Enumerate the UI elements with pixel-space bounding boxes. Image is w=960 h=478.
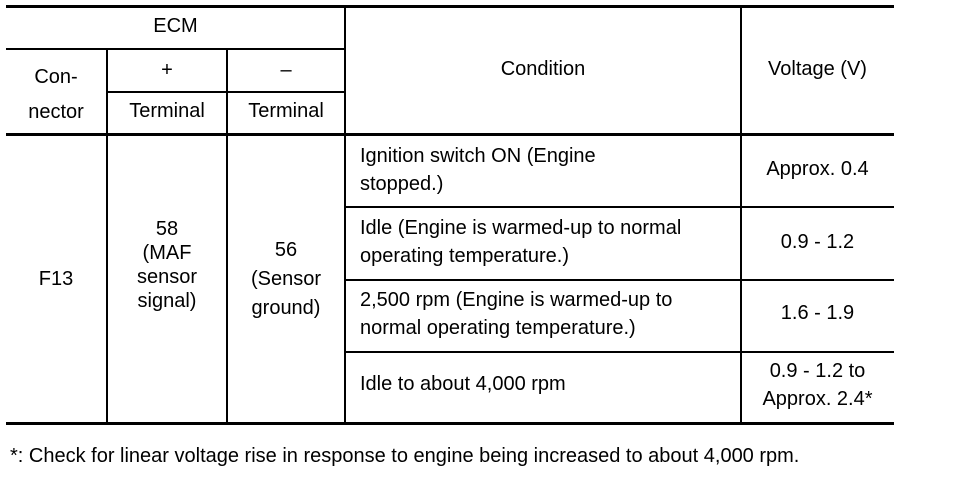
condition-header: Condition [500, 58, 586, 80]
plus-terminal-cell [107, 217, 227, 313]
voltage-cell: 0.9 - 1.2 [780, 231, 855, 253]
minus-terminal-line: ground) [251, 297, 321, 319]
voltage-line: Approx. 2.4* [762, 388, 873, 410]
row-divider-3 [345, 351, 894, 353]
voltage-cell: 1.6 - 1.9 [780, 302, 855, 324]
plus-terminal-line: signal) [137, 290, 197, 312]
row-divider-2 [345, 279, 894, 281]
condition-line: Ignition switch ON (Engine [360, 145, 596, 167]
condition-line: stopped.) [360, 173, 444, 195]
minus-terminal-line: (Sensor [250, 268, 322, 290]
plus-terminal-line: sensor [136, 266, 198, 288]
plus-header: + [161, 59, 173, 81]
condition-cell [360, 286, 672, 342]
connector-header-line2: nector [28, 101, 84, 123]
connector-header [6, 63, 106, 126]
connector-cell: F13 [38, 268, 74, 290]
condition-line: operating temperature.) [360, 245, 570, 267]
connector-header-line1: Con- [34, 66, 78, 88]
condition-line: Idle (Engine is warmed-up to normal [360, 217, 682, 239]
voltage-line: 0.9 - 1.2 to [769, 360, 866, 382]
condition-cell [360, 142, 596, 198]
ecm-header: ECM [153, 15, 198, 37]
header-bottom-border [6, 133, 894, 136]
condition-line: Idle to about 4,000 rpm [360, 373, 566, 395]
voltage-header: Voltage (V) [768, 58, 867, 80]
ecm-divider-line [6, 48, 345, 50]
voltage-cell [741, 357, 894, 413]
terminal-plus-header: Terminal [129, 100, 205, 122]
condition-cell [360, 214, 681, 270]
plus-terminal-line: 58 [155, 218, 179, 240]
footnote: *: Check for linear voltage rise in response to engine being increased to about 4,000 rpm. [10, 445, 800, 467]
minus-terminal-cell [227, 236, 345, 323]
table-top-border [6, 5, 894, 8]
plus-terminal-line: (MAF [142, 242, 192, 264]
terminal-minus-header: Terminal [248, 100, 324, 122]
minus-terminal-line: 56 [274, 239, 298, 261]
condition-line: 2,500 rpm (Engine is warmed-up to [360, 289, 673, 311]
minus-header: – [280, 59, 292, 81]
condition-cell [360, 370, 566, 398]
condition-line: normal operating temperature.) [360, 317, 636, 339]
row-divider-1 [345, 206, 894, 208]
voltage-cell: Approx. 0.4 [766, 158, 869, 180]
table-bottom-border [6, 422, 894, 425]
